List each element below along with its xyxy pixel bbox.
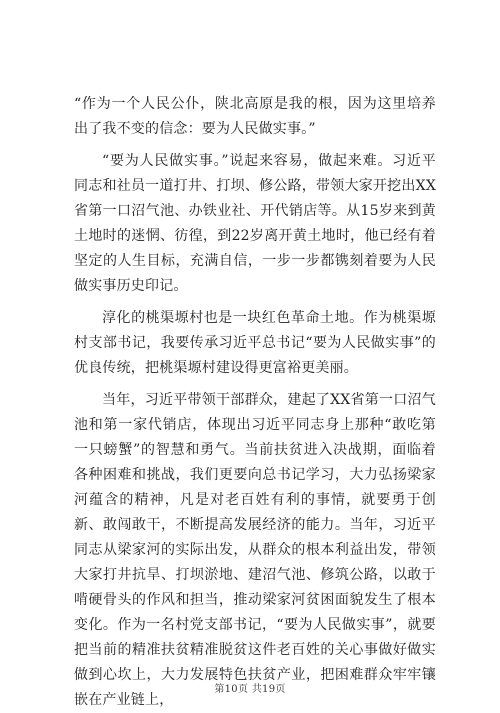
body-text: [74, 92, 436, 713]
page-number-footer: 第10页 共19页: [214, 684, 286, 695]
paragraph-2: “要为人民做实事。”说起来容易，做起来难。习近平同志和社员一道打井、打坝、修公路，带领大家开挖出XX省第一口沼气池、办铁业社、开代销店等。从15岁来到黄土地时的迷惘、彷徨，到22岁离开黄土地时，他已经有着坚定的人生目标，充满自信，一步一步都镌刻着要为人民做实事历史印记。: [74, 153, 436, 294]
paragraph-4: 当年，习近平带领干部群众，建起了XX省第一口沼气池和第一家代销店，体现出习近平同志身上那种“敢吃第一只螃蟹”的智慧和勇气。当前扶贫进入决战期，面临着各种困难和挑战，我们更要向总书记学习，大力弘扬梁家河蕴含的精神，凡是对老百姓有利的事情，就要勇于创新、敢闯敢干，不断提高发展经济的能力。当年，习近平同志从梁家河的实际出发，从群众的根本利益出发，带领大家打井抗旱、打坝淤地、建沼气池、修筑公路，以敢于啃硬骨头的作风和担当，推动梁家河贫困面貌发生了根本变化。作为一名村党支部书记，“要为人民做实事”，就要把当前的精准扶贫精准脱贫这件老百姓的关心事做好做实做到心坎上，大力发展特色扶贫产业，把困难群众牢牢镶嵌在产业链上，: [74, 392, 436, 708]
paragraph-1: “作为一个人民公仆，陕北高原是我的根，因为这里培养出了我不变的信念：要为人民做实事。”: [74, 96, 436, 137]
paragraph-3: 淳化的桃渠塬村也是一块红色革命土地。作为桃渠塬村支部书记，我要传承习近平总书记“要为人民做实事”的优良传统，把桃渠塬村建设得更富裕更美丽。: [74, 310, 436, 376]
